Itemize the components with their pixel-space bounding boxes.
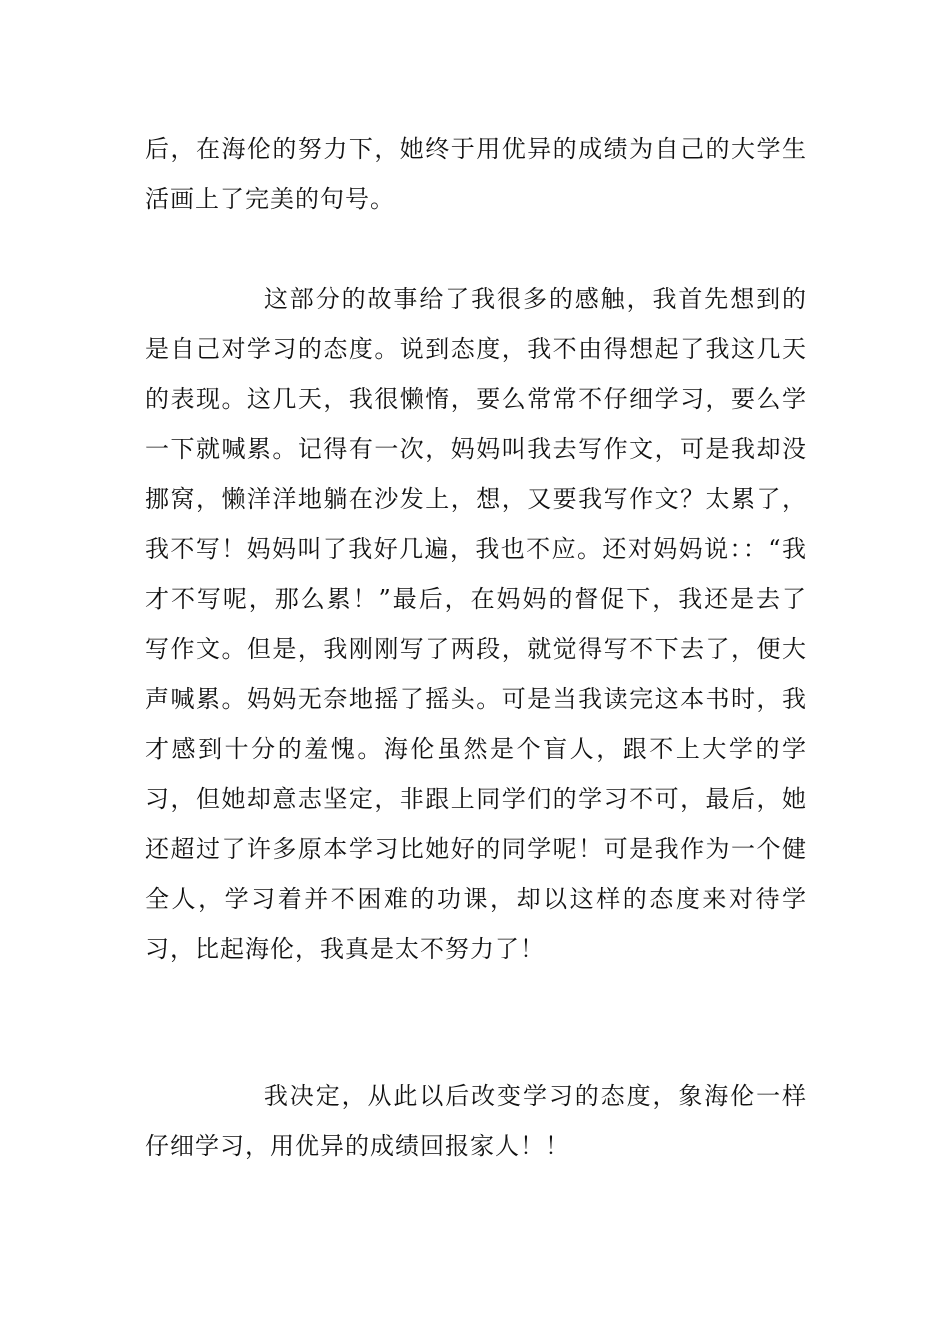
paragraph-reflection: [145, 274, 807, 974]
paragraph-continuation: [145, 124, 807, 224]
paragraph-text: 这部分的故事给了我很多的感触，我首先想到的是自己对学习的态度。说到态度，我不由得想起了我这几天的表现。这几天，我很懒惰，要么常常不仔细学习，要么学一下就喊累。记得有一次，妈妈叫我去写作文，可是我却没挪窝，懒洋洋地躺在沙发上，想，又要我写作文？太累了，我不写！妈妈叫了我好几遍，我也不应。还对妈妈说：：“我才不写呢，那么累！”最后，在妈妈的督促下，我还是去了写作文。但是，我刚刚写了两段，就觉得写不下去了，便大声喊累。妈妈无奈地摇了摇头。可是当我读完这本书时，我才感到十分的羞愧。海伦虽然是个盲人，跟不上大学的学习，但她却意志坚定，非跟上同学们的学习不可，最后，她还超过了许多原本学习比她好的同学呢！可是我作为一个健全人，学习着并不困难的功课，却以这样的态度来对待学习，比起海伦，我真是太不努力了！: [145, 285, 807, 963]
paragraph-conclusion: [145, 1071, 807, 1171]
paragraph-text: 我决定，从此以后改变学习的态度，象海伦一样仔细学习，用优异的成绩回报家人！！: [145, 1082, 807, 1160]
paragraph-text: 后，在海伦的努力下，她终于用优异的成绩为自己的大学生活画上了完美的句号。: [145, 135, 807, 213]
